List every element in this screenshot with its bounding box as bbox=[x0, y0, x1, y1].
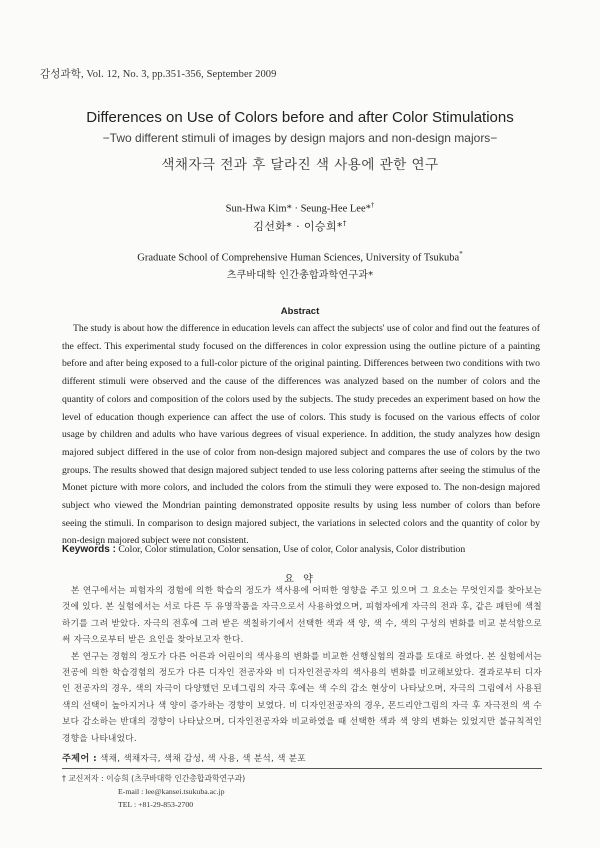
korean-summary-paragraph-2: 본 연구는 경험의 정도가 다른 어른과 어린이의 색사용의 변화를 비교한 선행실험의 결과를 토대로 하였다. 본 실험에서는 전공에 의한 학습경험의 정도가 다른 디자인 전공자와 비 디자인전공자의 색사용의 변화를 비교해보았다. 결과로부터 디자인 전공자의 경우, 색의 자극이 다양했던 모네그림의 자극 후에는 색 수의 감소 현상이 나타났으며, 자극의 그림에서 사용된 색의 선택이 높아지거나 색 양이 증가하는 경향이 보였다. 비 디자인전공자의 경우, 몬드리안그림의 자극 후 자극전의 색 수보다 감소하는 반대의 경향이 나타났으며, 디자인전공자와 비교하였을 때 선택한 색과 색 양의 변화는 있었지만 불규칙적인 경향을 나타내었다. bbox=[62, 651, 542, 744]
keywords-korean bbox=[62, 750, 542, 764]
keywords-korean-list: 색채, 색채자극, 색채 감성, 색 사용, 색 분석, 색 분포 bbox=[100, 754, 306, 764]
keywords-korean-label: 주제어 : bbox=[62, 753, 97, 764]
affiliation-english-text: Graduate School of Comprehensive Human Sciences, University of Tsukuba bbox=[137, 252, 460, 264]
abstract-text: The study is about how the difference in education levels can affect the subjects' use of color and find out the features of the effect. This experimental study focused on the differences in color expression using the outline picture of a painting before and after being exposed to a full-color picture of the original painting. Differences between two conditions with two different stimuli were observed and the cause of the differences was analyzed based on the number of colors and the quantity of colors and composition of the colors used by the subjects. The study precedes an experiment based on how the level of education though experience can affect the use of colors. This study is focused on the various effects of color usage by children and adults who have various degrees of visual experience. In addition, the study analyzes how design majored subject differed in the use of color from non-design majored subject and compares the use of colors by the two groups. The results showed that design majored subject tended to use less coloring patterns after seeing the stimulus of the Monet picture with more colors, and included the colors from the stimuli they were exposed to. The non-design majored subject who viewed the Mondrian painting demonstrated opposite results by using less number of colors than before seeing the stimuli. In comparison to design majored subject, the variations in selected colors and the quantity of color by non-design majored subject were not consistent. bbox=[62, 323, 540, 547]
affiliation-english-mark: * bbox=[459, 250, 463, 258]
paper-title-korean: 색채자극 전과 후 달라진 색 사용에 관한 연구 bbox=[161, 157, 439, 173]
corresponding-author-footnote bbox=[62, 772, 245, 811]
paper-title-english: Differences on Use of Colors before and after Color Stimulations bbox=[86, 109, 514, 126]
authors-english-dagger: † bbox=[370, 201, 375, 209]
authors-korean-names: 김선화* · 이승희* bbox=[253, 220, 343, 233]
authors-english bbox=[0, 201, 600, 215]
authors-korean-dagger: † bbox=[342, 219, 347, 228]
footnote-phone: TEL : +81-29-853-2700 bbox=[118, 800, 194, 809]
affiliation-korean: 츠쿠바대학 인간총합과학연구과* bbox=[226, 270, 374, 281]
authors-korean bbox=[0, 218, 600, 234]
abstract-heading: Abstract bbox=[280, 306, 320, 317]
journal-citation: 감성과학, Vol. 12, No. 3, pp.351-356, September 2009 bbox=[40, 69, 277, 80]
footnote-divider bbox=[62, 768, 542, 769]
footnote-corresponding-author: † 교신저자 : 이승희 (츠쿠바대학 인간총합과학연구과) bbox=[62, 774, 246, 783]
korean-summary-paragraph-1: 본 연구에서는 피험자의 경험에 의한 학습의 정도가 색사용에 어떠한 영향을 주고 있으며 그 요소는 무엇인지를 찾아보는 것에 있다. 본 실험에서는 서로 다른 두 유명작품을 자극으로서 사용하였으며, 피험자에게 자극의 전과 후, 같은 패턴에 색칠하기를 그려 받았다. 자극의 전후에 그려 받은 색칠하기에서 선택한 색과 색 양, 색 수, 색의 구성의 변화를 비교 분석함으로써 자극으로부터 받은 요인을 찾아보고자 한다. bbox=[62, 586, 542, 646]
paper-subtitle-english: −Two different stimuli of images by design majors and non-design majors− bbox=[102, 131, 498, 145]
korean-summary bbox=[62, 583, 542, 747]
keywords-english bbox=[62, 544, 542, 555]
korean-summary-heading: 요 약 bbox=[284, 574, 316, 585]
keywords-label: Keywords : bbox=[62, 544, 116, 555]
authors-english-names: Sun-Hwa Kim* · Seung-Hee Lee* bbox=[225, 203, 371, 215]
keywords-list: Color, Color stimulation, Color sensation, Use of color, Color analysis, Color distribution bbox=[118, 544, 466, 555]
footnote-email: E-mail : lee@kansei.tsukuba.ac.jp bbox=[118, 787, 225, 796]
affiliation-english bbox=[0, 250, 600, 264]
